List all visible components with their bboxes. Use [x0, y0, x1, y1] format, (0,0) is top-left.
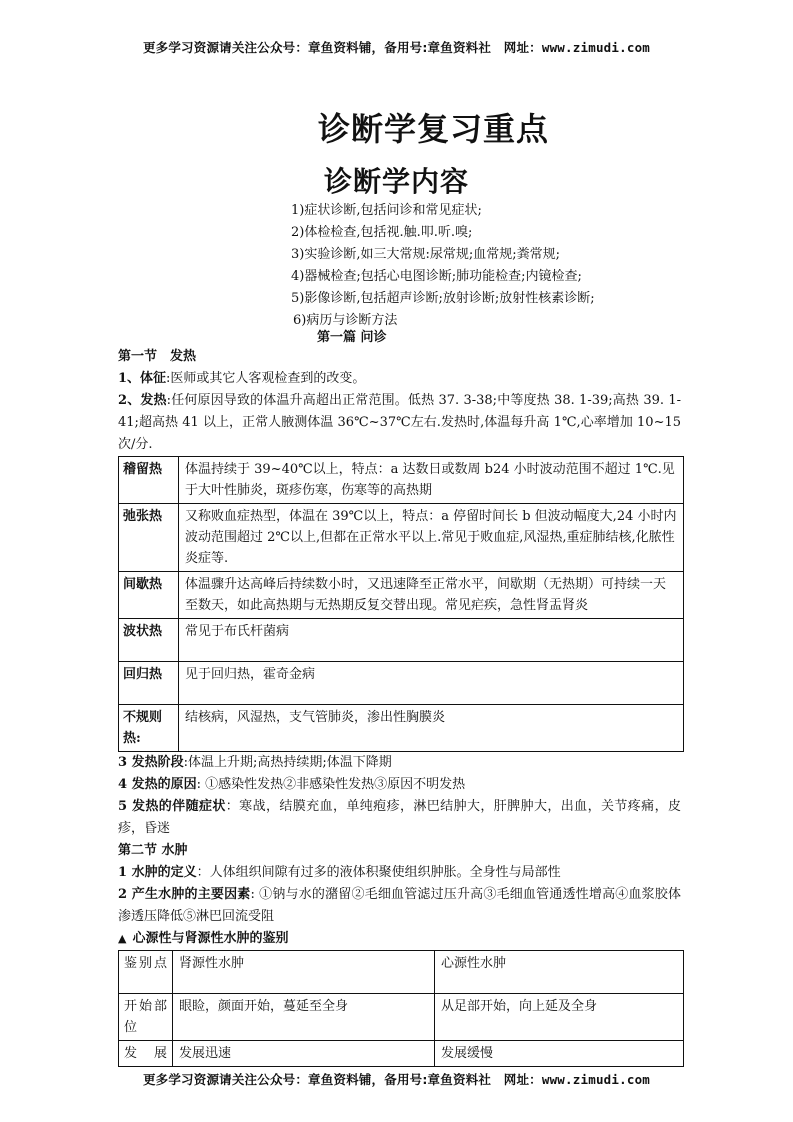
section-heading-edema: 第二节 水肿 — [118, 843, 188, 858]
fever-type-name: 回归热 — [119, 662, 179, 705]
triangle-icon: ▲ — [118, 932, 127, 945]
term-text: :医师或其它人客观检查到的改变。 — [166, 371, 366, 386]
table-row — [119, 705, 684, 752]
term-label: 1 水肿的定义 — [118, 865, 197, 880]
content-list-item: 5)影像诊断,包括超声诊断;放射诊断;放射性核素诊断; — [291, 291, 595, 306]
paragraph-sign — [118, 368, 681, 390]
paragraph-fever-cause — [118, 774, 681, 796]
table-cell: 开始部位 — [119, 994, 173, 1041]
table-row — [119, 457, 684, 504]
table-header-cell: 心源性水肿 — [435, 951, 684, 994]
table-header-row — [119, 951, 684, 994]
table-row — [119, 994, 684, 1041]
term-text: : ①感染性发热②非感染性发热③原因不明发热 — [196, 777, 466, 792]
paragraph-edema-factors — [118, 884, 681, 928]
fever-type-name: 稽留热 — [119, 457, 179, 504]
table-row — [119, 619, 684, 662]
paragraph-fever — [118, 390, 681, 456]
table-row — [119, 1041, 684, 1067]
section-heading-fever: 第一节 发热 — [118, 349, 197, 364]
fever-type-name: 不规则热: — [119, 705, 179, 752]
content-list-item: 1)症状诊断,包括问诊和常见症状; — [291, 203, 482, 218]
fever-type-desc: 体温持续于 39~40℃以上，特点：a 达数日或数周 b24 小时波动范围不超过 1℃.见于大叶性肺炎，斑疹伤寒，伤寒等的高热期 — [179, 457, 684, 504]
header-url[interactable]: www.zimudi.com — [541, 40, 651, 55]
term-label: 1、体征 — [118, 371, 167, 386]
fever-type-name: 波状热 — [119, 619, 179, 662]
content-list-item: 4)器械检查;包括心电图诊断;肺功能检查;内镜检查; — [291, 269, 582, 284]
footer-url[interactable]: www.zimudi.com — [541, 1072, 651, 1087]
table-cell: 发展迅速 — [173, 1041, 435, 1067]
paragraph-edema-definition — [118, 862, 681, 884]
term-label: 4 发热的原因 — [118, 777, 197, 792]
table-cell: 发展缓慢 — [435, 1041, 684, 1067]
term-label: 2、发热 — [118, 393, 167, 408]
term-text: : ①钠与水的潴留②毛细血管滤过压升高③毛细血管通透性增高④血浆胶体渗透压降低⑤淋巴回流受阻 — [118, 887, 682, 924]
document-title: 诊断学复习重点 — [318, 110, 550, 148]
part-heading: 第一篇 问诊 — [317, 330, 387, 345]
edema-comparison-table — [118, 950, 684, 1067]
content-list-item: 3)实验诊断,如三大常规:尿常规;血常规;粪常规; — [291, 247, 560, 262]
content-list-item: 2)体检检查,包括视.触.叩.听.嗅; — [291, 225, 473, 240]
content-list-item: 6)病历与诊断方法 — [293, 313, 398, 328]
fever-type-desc: 体温骤升达高峰后持续数小时，又迅速降至正常水平，间歇期（无热期）可持续一天至数天，如此高热期与无热期反复交替出现。常见疟疾，急性肾盂肾炎 — [179, 572, 684, 619]
term-text: ：寒战，结膜充血，单纯疱疹，淋巴结肿大，肝脾肿大，出血，关节疼痛，皮疹，昏迷 — [118, 799, 681, 836]
term-label: 5 发热的伴随症状 — [118, 799, 226, 814]
footer-text: 更多学习资源请关注公众号：章鱼资料铺，备用号:章鱼资料社 网址： — [142, 1072, 542, 1087]
table-heading-text: 心源性与肾源性水肿的鉴别 — [132, 931, 289, 946]
table-row — [119, 662, 684, 705]
fever-type-name: 间歇热 — [119, 572, 179, 619]
page-header — [0, 38, 793, 56]
table-cell: 从足部开始，向上延及全身 — [435, 994, 684, 1041]
table-header-cell: 肾源性水肿 — [173, 951, 435, 994]
paragraph-fever-symptoms — [118, 796, 681, 840]
term-label: 2 产生水肿的主要因素 — [118, 887, 251, 902]
term-label: 3 发热阶段 — [118, 755, 184, 770]
table-row — [119, 572, 684, 619]
term-text: ：人体组织间隙有过多的液体积聚使组织肿胀。全身性与局部性 — [196, 865, 561, 880]
table-cell: 发展 — [119, 1041, 173, 1067]
table-header-cell: 鉴别点 — [119, 951, 173, 994]
paragraph-fever-stage — [118, 752, 681, 774]
fever-type-desc: 常见于布氏杆菌病 — [179, 619, 684, 662]
term-text: :体温上升期;高热持续期;体温下降期 — [183, 755, 392, 770]
fever-type-table — [118, 456, 684, 752]
document-body — [118, 346, 681, 1067]
fever-type-desc: 又称败血症热型，体温在 39℃以上，特点：a 停留时间长 b 但波动幅度大,24 小时内波动范围超过 2℃以上,但都在正常水平以上.常见于败血症,风湿热,重症肺结核,化脓性炎症等. — [179, 504, 684, 572]
fever-type-desc: 结核病，风湿热，支气管肺炎，渗出性胸膜炎 — [179, 705, 684, 752]
term-text: :任何原因导致的体温升高超出正常范围。低热 37. 3-38;中等度热 38. 1-39;高热 39. 1-41;超高热 41 以上，正常人腋测体温 36℃~37℃左右.发热时,体温每升高 1℃,心率增加 10~15 次/分. — [118, 393, 681, 452]
page-footer — [0, 1070, 793, 1088]
table-heading — [118, 928, 681, 950]
header-text: 更多学习资源请关注公众号：章鱼资料铺，备用号:章鱼资料社 网址： — [142, 40, 542, 55]
document-subtitle: 诊断学内容 — [324, 165, 470, 198]
fever-type-name: 弛张热 — [119, 504, 179, 572]
table-cell: 眼睑，颜面开始，蔓延至全身 — [173, 994, 435, 1041]
content-list — [291, 200, 595, 332]
table-row — [119, 504, 684, 572]
fever-type-desc: 见于回归热，霍奇金病 — [179, 662, 684, 705]
